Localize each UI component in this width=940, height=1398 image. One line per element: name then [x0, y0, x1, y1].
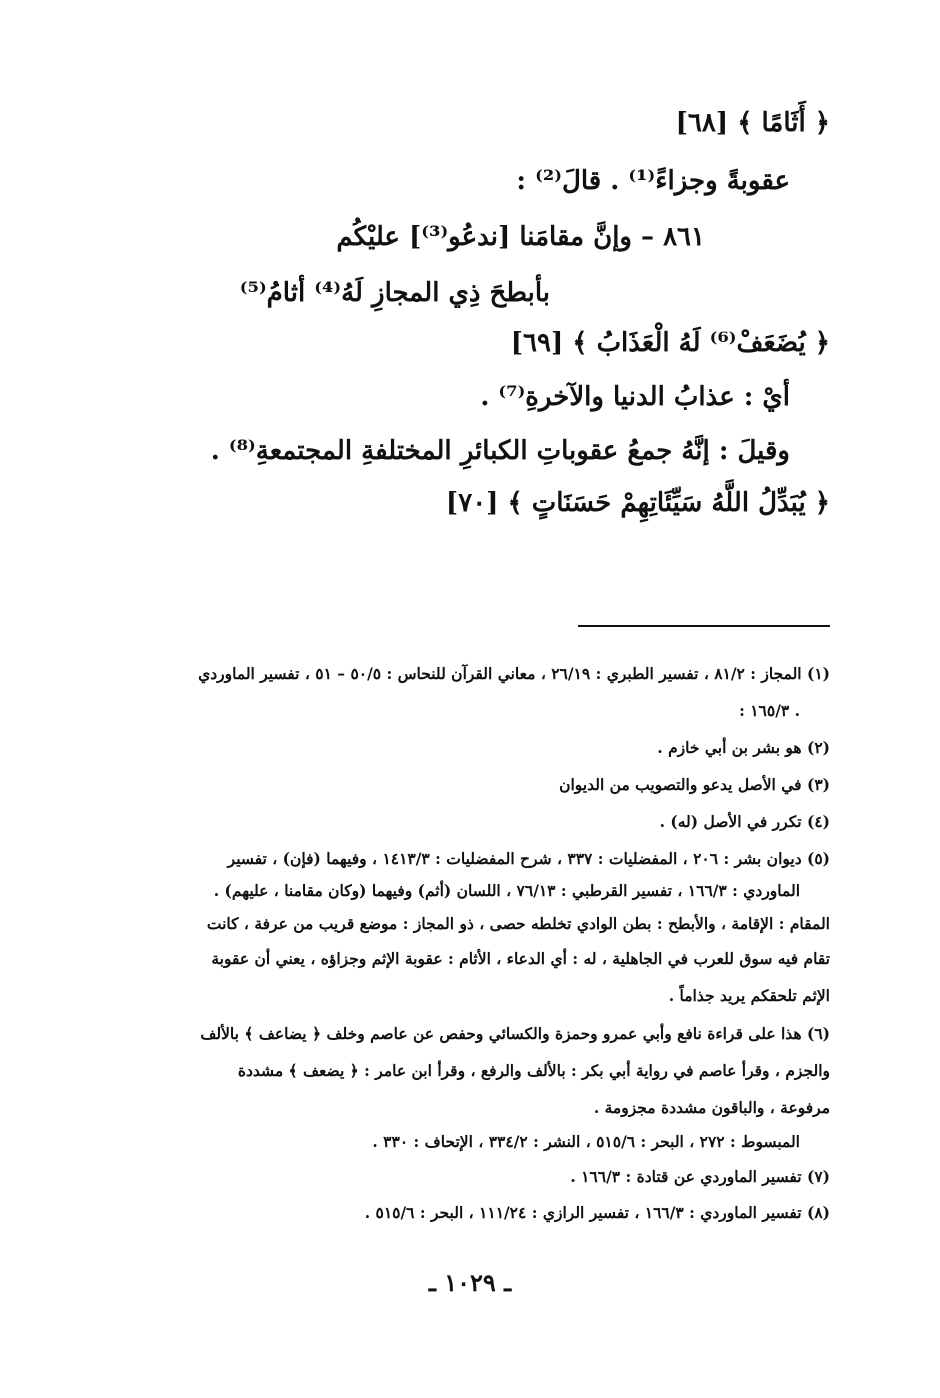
footnote-8: (٨) تفسير الماوردي : ١٦٦/٣ ، تفسير الرازي : ١١١/٢٤ ، البحر : ٥١٥/٦ . [364, 1203, 830, 1222]
footnote-4: (٤) تكرر في الأصل (له) . [659, 812, 830, 831]
footnote-7: (٧) تفسير الماوردي عن قتادة : ١٦٦/٣ . [570, 1167, 830, 1186]
footnote-5-cont: الإثم تلحقكم يريد جذاماً . [668, 986, 830, 1005]
footnote-6-cont: مرفوعة ، والباقون مشددة مجزومة . [593, 1098, 830, 1117]
footnote-3: (٣) في الأصل يدعو والتصويب من الديوان [559, 775, 830, 794]
explanation-line: وقيلَ : إنَّهُ جمعُ عقوباتِ الكبائرِ المختلفةِ المجتمعةِ⁽⁸⁾ . [210, 436, 790, 466]
footnote-1-cont: : ١٦٥/٣ . [739, 701, 800, 720]
footnote-5-cont: الماوردي : ١٦٦/٣ ، تفسير القرطبي : ٧٦/١٣ ، اللسان (أثم) وفيهما (وكان مقامنا ، عليهم) . [213, 881, 800, 900]
footnote-1: (١) المجاز : ٨١/٢ ، تفسير الطبري : ٢٦/١٩ ، معاني القرآن للنحاس : ٥٠/٥ – ٥١ ، تفسير الماوردي [198, 664, 830, 683]
footnote-5-cont: المقام : الإقامة ، والأبطح : بطن الوادي تخلطه حصى ، ذو المجاز : موضع قريب من عرفة ، كانت [206, 914, 830, 933]
footnote-6-cont: المبسوط : ٢٧٢ ، البحر : ٥١٥/٦ ، النشر : ٣٣٤/٢ ، الإتحاف : ٣٣٠ . [372, 1132, 800, 1151]
explanation-line: أيْ : عذابُ الدنيا والآخرةِ⁽⁷⁾ . [480, 382, 790, 412]
footnote-6-cont: والجزم ، وقرأ عاصم في رواية أبي بكر : بالألف والرفع ، وقرأ ابن عامر : ﴿ يضعف ﴾ مشددة [237, 1061, 830, 1080]
footnote-2: (٢) هو بشر بن أبي خازم . [657, 738, 830, 757]
verse-70: ﴿ يُبَدِّلُ اللَّهُ سَيِّئَاتِهِمْ حَسَنَاتٍ ﴾ [٧٠] [445, 488, 830, 518]
poem-line-1: ٨٦١ – وإنَّ مقامَنا [ندعُو⁽³⁾] عليْكُم [336, 222, 705, 252]
footnote-separator [578, 625, 830, 627]
explanation-line: عقوبةً وجزاءً⁽¹⁾ . قالَ⁽²⁾ : [516, 166, 790, 196]
page-number: ـ ١٠٢٩ ـ [428, 1268, 512, 1297]
poem-line-2: بأبطحَ ذِي المجازِ لَهُ⁽⁴⁾ أثامُ⁽⁵⁾ [239, 278, 550, 308]
footnote-5: (٥) ديوان بشر : ٢٠٦ ، المفضليات : ٣٣٧ ، شرح المفضليات : ١٤١٣/٣ ، وفيهما (فإن) ، تفسير [227, 849, 830, 868]
verse-68: ﴿ أَثَامًا ﴾ [٦٨] [675, 108, 830, 138]
footnote-6: (٦) هذا على قراءة نافع وأبي عمرو وحمزة والكسائي وحفص عن عاصم وخلف ﴿ يضاعف ﴾ بالألف [200, 1024, 830, 1043]
footnote-5-cont: تقام فيه سوق للعرب في الجاهلية ، له : أي الدعاء ، الأثام : عقوبة الإثم وجزاؤه ، يعني أن عقوبة [211, 949, 830, 968]
verse-69: ﴿ يُضَعَفْ⁽⁶⁾ لَهُ الْعَذَابُ ﴾ [٦٩] [510, 328, 830, 358]
